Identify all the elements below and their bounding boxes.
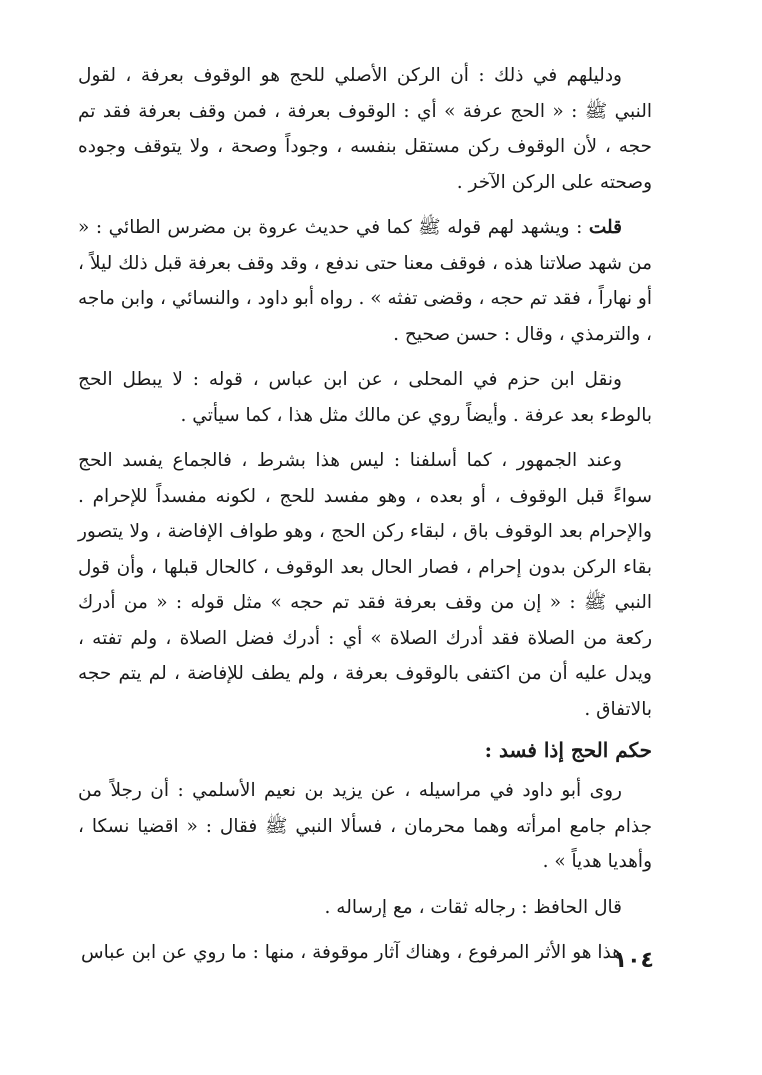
paragraph-1-text: ودليلهم في ذلك : أن الركن الأصلي للحج هو الوقوف بعرفة ، لقول النبي ﷺ : « الحج عرفة » أي : الوقوف بعرفة ، فمن وقف بعرفة فقد تم حجه ، لأن الوقوف ركن مستقل بنفسه ، وجوداً وصحة ، ولا يتوقف وجوده وصحته على الركن الآخر .: [78, 65, 652, 193]
paragraph-2: [78, 210, 652, 352]
paragraph-3-text: ونقل ابن حزم في المحلى ، عن ابن عباس ، قوله : لا يبطل الحج بالوطء بعد عرفة . وأيضاً روي عن مالك مثل هذا ، كما سيأتي .: [78, 369, 652, 426]
page-body: [78, 58, 652, 971]
paragraph-1: [78, 58, 652, 200]
paragraph-7-text: هذا هو الأثر المرفوع ، وهناك آثار موقوفة ، منها : ما روي عن ابن عباس: [81, 942, 622, 963]
paragraph-6-text: قال الحافظ : رجاله ثقات ، مع إرساله .: [324, 896, 622, 918]
paragraph-7: [78, 935, 652, 971]
paragraph-4-text: وعند الجمهور ، كما أسلفنا : ليس هذا بشرط ، فالجماع يفسد الحج سواءً قبل الوقوف ، أو بعده ، وهو مفسد للحج ، لكونه مفسداً للإحرام . والإحرام بعد الوقوف باق ، لبقاء ركن الحج ، وهو طواف الإفاضة ، ولا يتصور بقاء الركن بدون إحرام ، فصار الحال بعد الوقوف ، كالحال قبلها ، وأن قول النبي ﷺ : « إن من وقف بعرفة فقد تم حجه » مثل قوله : « من أدرك ركعة من الصلاة فقد أدرك الصلاة » أي : أدرك فضل الصلاة ، ولم تفته ، ويدل عليه أن من اكتفى بالوقوف بعرفة ، ولم يطف للإفاضة ، لم يتم حجه بالاتفاق .: [78, 450, 652, 720]
section-heading: حكم الحج إذا فسد :: [484, 738, 652, 762]
paragraph-3: [78, 362, 652, 433]
paragraph-2-lead: قلت: [588, 217, 622, 238]
paragraph-6: [78, 890, 652, 926]
paragraph-5-text: روى أبو داود في مراسيله ، عن يزيد بن نعيم الأسلمي : أن رجلاً من جذام جامع امرأته وهما محرمان ، فسألا النبي ﷺ فقال : « اقضيا نسكا ، وأهديا هدياً » .: [78, 780, 652, 872]
paragraph-4: [78, 443, 652, 727]
paragraph-5: [78, 773, 652, 880]
paragraph-2-text: : ويشهد لهم قوله ﷺ كما في حديث عروة بن مضرس الطائي : « من شهد صلاتنا هذه ، فوقف معنا حتى ندفع ، وقد وقف بعرفة قبل ذلك ليلاً ، أو نهاراً ، فقد تم حجه ، وقضى تفثه » . رواه أبو داود ، والنسائي ، وابن ماجه ، والترمذي ، وقال : حسن صحيح .: [78, 217, 652, 345]
page-number: ١٠٤: [613, 948, 654, 973]
